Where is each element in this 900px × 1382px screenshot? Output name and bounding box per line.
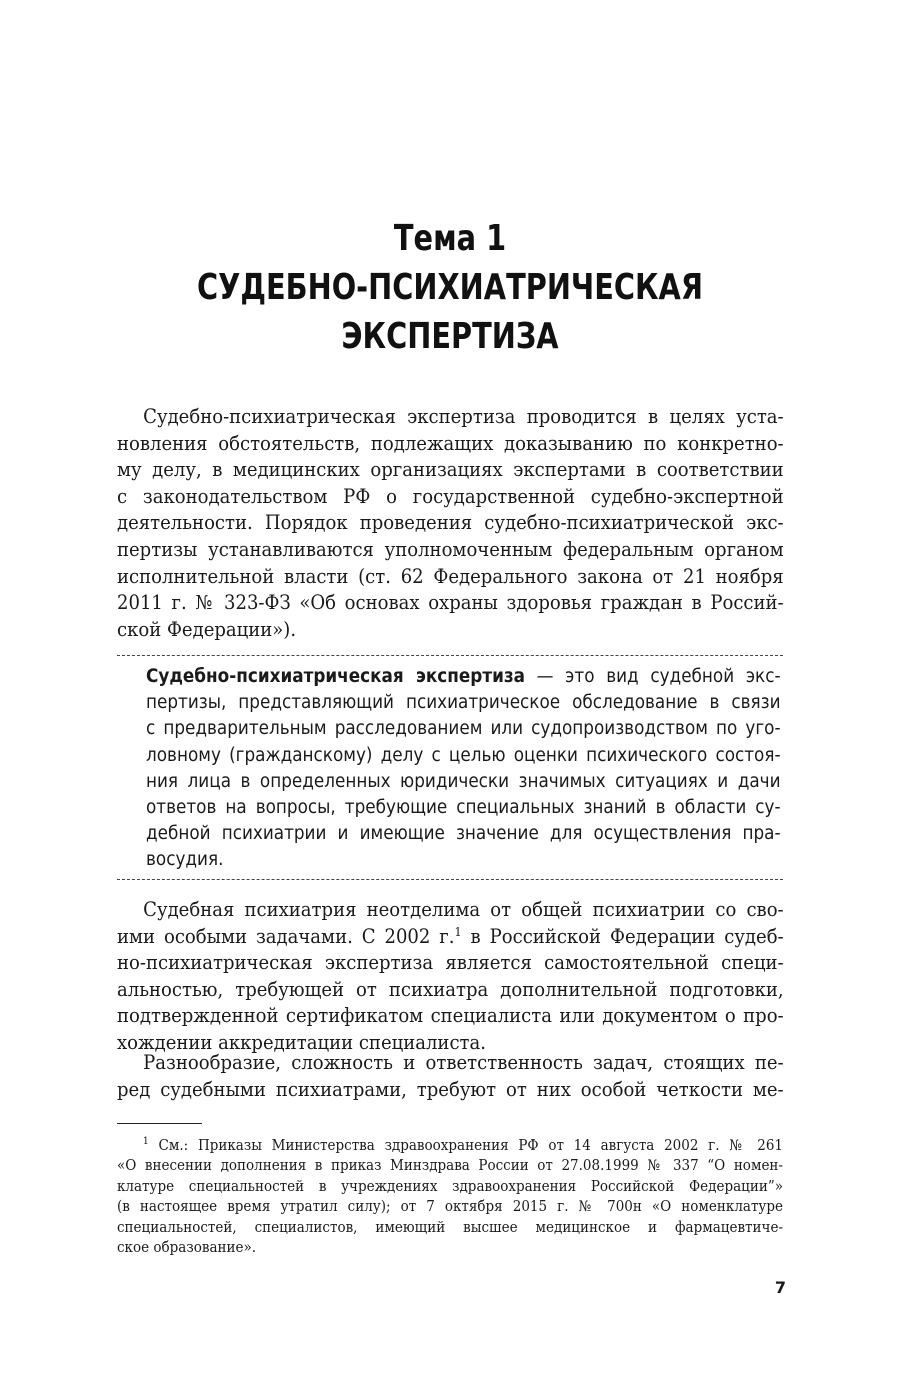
footnote-reference[interactable]: 1	[454, 924, 462, 939]
text-segment: ими особыми задачами. С 2002 г.	[117, 924, 455, 948]
text-line: ред судебными психиатрами, требуют от них особой четкости ме-	[117, 1077, 784, 1101]
text-line: хождении аккредитации специалиста.	[117, 1030, 487, 1054]
text-line: му делу, в медицинских организациях экспертами в соответствии	[117, 458, 784, 482]
text-line	[117, 1132, 783, 1156]
text-line: с предварительным расследованием или судопроизводством по уго-	[146, 718, 781, 740]
text-line: ния лица в определенных юридически значимых ситуациях и дачи	[146, 770, 781, 792]
text-line	[117, 924, 784, 951]
chapter-label: Тема 1	[393, 218, 507, 259]
text-line: ответов на вопросы, требующие специальных знаний в области су-	[146, 797, 781, 819]
text-segment: в Российской Федерации судеб-	[461, 924, 784, 948]
text-line: но-психиатрическая экспертиза является самостоятельной специ-	[117, 951, 784, 975]
text-line: Судебно-психиатрическая экспертиза проводится в целях уста-	[143, 405, 784, 428]
text-line: «О внесении дополнения в приказ Минздрава России от 27.08.1999 № 337 “О номен-	[117, 1157, 783, 1175]
text-line: ской Федерации»).	[117, 617, 297, 641]
text-line: восудия.	[146, 849, 224, 871]
text-line: 2011 г. № 323-ФЗ «Об основах охраны здоровья граждан в Россий-	[117, 591, 784, 615]
definition-term: Судебно-психиатрическая экспертиза	[146, 666, 525, 687]
text-line: пертизы, представляющий психиатрическое обследование в связи	[146, 692, 781, 714]
text-line: клатуре специальностей в учреждениях здравоохранения Российской Федерации”»	[117, 1177, 783, 1195]
definition-bottom-divider	[117, 879, 783, 880]
text-line: Разнообразие, сложность и ответственность задач, стоящих пе-	[143, 1051, 784, 1074]
text-segment: См.: Приказы Министерства здравоохранения РФ от 14 августа 2002 г. № 261	[148, 1136, 783, 1154]
definition-top-divider	[117, 655, 783, 656]
footnote-separator	[117, 1123, 202, 1124]
text-line: (в настоящее время утратил силу); от 7 октября 2015 г. № 700н «О номенклатуре	[117, 1198, 783, 1216]
footnote	[117, 1132, 783, 1259]
body-paragraph	[117, 1050, 784, 1103]
text-line: специальностей, специалистов, имеющий высшее медицинское и фармацевтиче-	[117, 1218, 783, 1236]
text-line: деятельности. Порядок проведения судебно-психиатрической экс-	[117, 511, 784, 535]
text-line: Судебная психиатрия неотделима от общей психиатрии со сво-	[143, 898, 784, 921]
text-line: ское образование».	[117, 1239, 257, 1257]
text-line: с законодательством РФ о государственной судебно-экспертной	[117, 484, 784, 508]
chapter-title-line2: ЭКСПЕРТИЗА	[341, 316, 559, 357]
body-paragraph	[117, 897, 784, 1057]
text-line: ловному (гражданскому) делу с целью оценки психического состоя-	[146, 744, 781, 766]
definition-first-line: — это вид судебной экс-	[524, 666, 781, 687]
footnote-marker: 1	[142, 1136, 149, 1147]
text-line: исполнительной власти (ст. 62 Федерального закона от 21 ноября	[117, 564, 784, 588]
definition-box	[146, 664, 781, 874]
text-line	[146, 664, 781, 690]
page-number: 7	[774, 1278, 786, 1297]
text-line: новления обстоятельств, подлежащих доказыванию по конкретно-	[117, 431, 784, 455]
text-line: пертизы устанавливаются уполномоченным федеральным органом	[117, 537, 784, 561]
chapter-title-line1: СУДЕБНО-ПСИХИАТРИЧЕСКАЯ	[196, 267, 704, 308]
text-line: дебной психиатрии и имеющие значение для осуществления пра-	[146, 823, 781, 845]
text-line: альностью, требующей от психиатра дополнительной подготовки,	[117, 977, 784, 1001]
text-line: подтвержденной сертификатом специалиста или документом о про-	[117, 1004, 784, 1028]
intro-paragraph	[117, 404, 784, 643]
